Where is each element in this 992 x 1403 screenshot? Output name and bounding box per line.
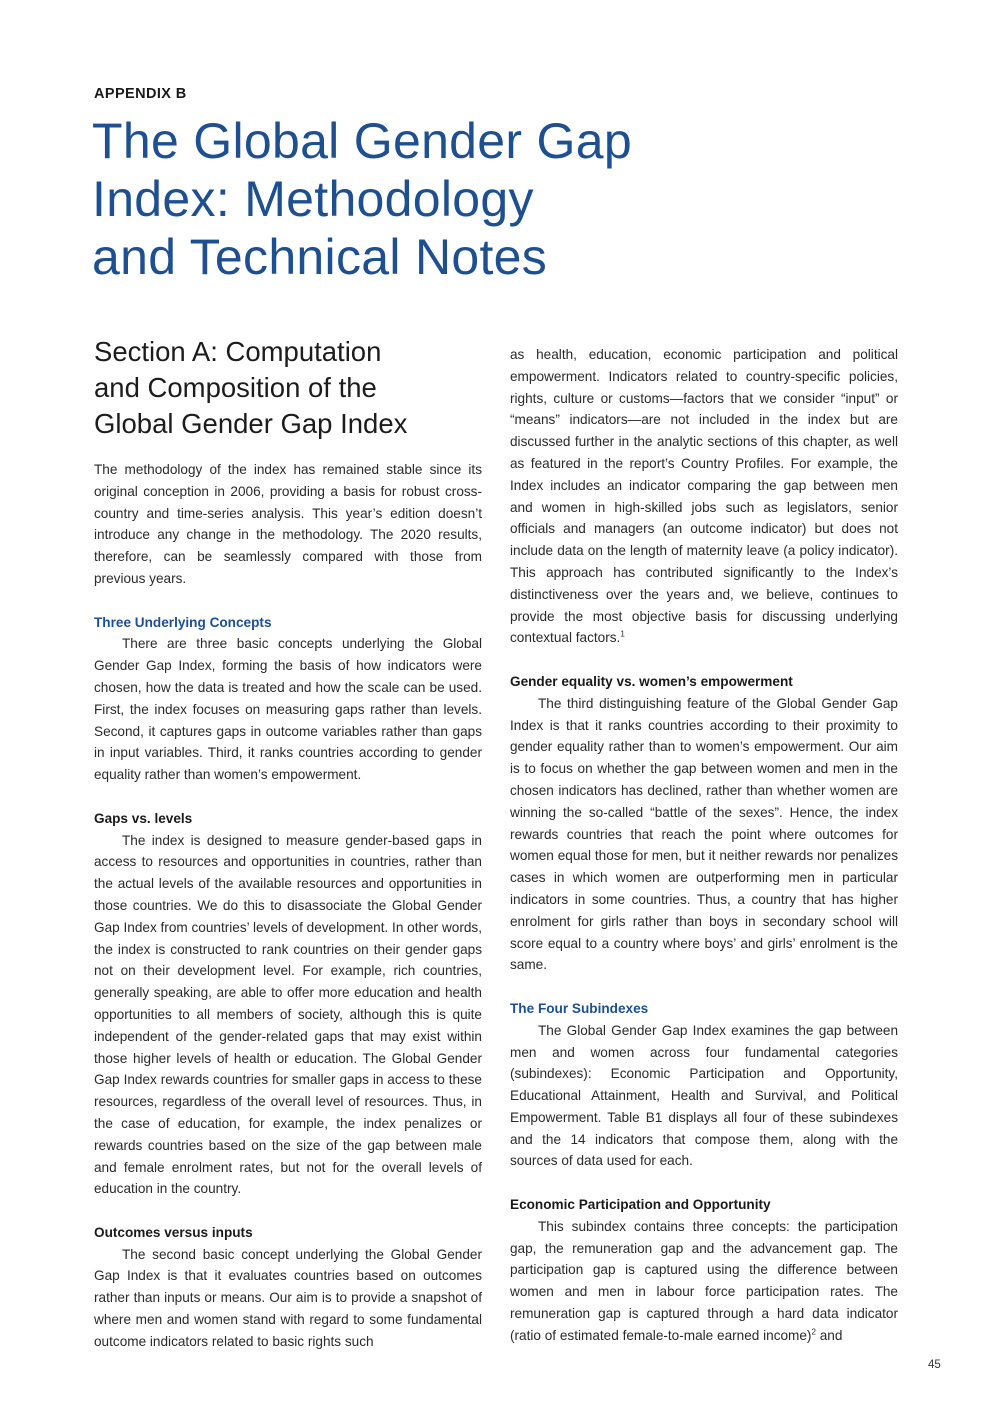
title-line-2: Index: Methodology bbox=[92, 171, 534, 227]
four-subindexes-paragraph: The Global Gender Gap Index examines the gap between men and women across four fundamental categories (subindexes): Economic Participation and Opportunity, Educational Attainment, Health and Survival, and Political Empowerment. Table B1 displays all four of these subindexes and the 14 indicators that compose them, along with the sources of data used for each. bbox=[510, 1022, 898, 1169]
section-title-line-2: and Composition of the bbox=[94, 372, 377, 403]
three-concepts-heading: Three Underlying Concepts bbox=[94, 614, 272, 630]
left-column bbox=[94, 334, 482, 1353]
section-title bbox=[94, 334, 482, 442]
equality-empowerment-heading: Gender equality vs. women’s empowerment bbox=[510, 673, 793, 689]
footnote-mark-2: 2 bbox=[811, 1327, 816, 1337]
economic-text: This subindex contains three concepts: the participation gap, the remuneration gap and the advancement gap. The participation gap is captured using the difference between women and men in labour force participation rates. The remuneration gap is captured through a hard data indicator (ratio of estimated female-to-male earned income) bbox=[510, 1218, 898, 1343]
economic-paragraph bbox=[510, 1216, 898, 1347]
outcomes-inputs-continued bbox=[510, 344, 898, 649]
three-concepts-paragraph: There are three basic concepts underlying the Global Gender Gap Index, forming the basis of how indicators were chosen, how the data is treated and how the scale can be used. First, the index focuses on measuring gaps rather than levels. Second, it captures gaps in outcome variables rather than gaps in input variables. Third, it ranks countries according to gender equality rather than women’s empowerment. bbox=[94, 636, 482, 783]
page-title bbox=[92, 112, 792, 286]
gaps-levels-paragraph: The index is designed to measure gender-based gaps in access to resources and opportunities in countries, rather than the actual levels of the available resources and opportunities in those countries. We do this to disassociate the Global Gender Gap Index from countries’ levels of development. In other words, the index is constructed to rank countries on their gender gaps not on their development level. For example, rich countries, generally speaking, are able to offer more education and health opportunities to all members of society, although this is quite independent of the gender-related gaps that may exist within those higher levels of health or education. The Global Gender Gap Index rewards countries for smaller gaps in access to these resources, regardless of the overall level of resources. Thus, in the case of education, for example, the index penalizes or rewards countries based on the size of the gap between male and female enrolment rates, but not for the overall levels of education in the country. bbox=[94, 832, 482, 1197]
economic-tail: and bbox=[815, 1327, 843, 1343]
four-subindexes-heading: The Four Subindexes bbox=[510, 1000, 649, 1016]
right-column bbox=[510, 344, 898, 1347]
outcomes-inputs-continued-text: as health, education, economic participation and political empowerment. Indicators related to country-specific policies, rights, culture or customs—factors that we consider “input” or “means” indicators—are not included in the index but are discussed further in the analytic sections of this chapter, as well as featured in the report’s Country Profiles. For example, the Index includes an indicator comparing the gap between men and women in high-skilled jobs such as legislators, senior officials and managers (an outcome indicator) but does not include data on the length of maternity leave (a policy indicator). This approach has contributed significantly to the Index’s distinctiveness over the years and, we believe, continues to provide the most objective basis for discussing underlying contextual factors. bbox=[510, 347, 898, 646]
footnote-mark-1: 1 bbox=[620, 629, 625, 639]
appendix-label: APPENDIX B bbox=[94, 86, 187, 102]
equality-empowerment-paragraph: The third distinguishing feature of the Global Gender Gap Index is that it ranks countries according to their proximity to gender equality rather than to women’s empowerment. Our aim is to focus on whether the gap between women and men in the chosen indicators has declined, rather than whether women are winning the so-called “battle of the sexes”. Hence, the index rewards countries that reach the point where outcomes for women equal those for men, but it neither rewards nor penalizes cases in which women are outperforming men in particular indicators in some countries. Thus, a country that has higher enrolment for girls rather than boys in secondary school will score equal to a country where boys’ and girls’ enrolment is the same. bbox=[510, 695, 898, 973]
title-line-1: The Global Gender Gap bbox=[92, 113, 632, 169]
outcomes-inputs-heading: Outcomes versus inputs bbox=[94, 1224, 253, 1240]
section-title-line-3: Global Gender Gap Index bbox=[94, 408, 408, 439]
intro-paragraph: The methodology of the index has remained stable since its original conception in 2006, providing a basis for robust cross-country and time-series analysis. This year’s edition doesn’t introduce any change in the methodology. The 2020 results, therefore, can be seamlessly compared with those from previous years. bbox=[94, 462, 482, 586]
economic-heading: Economic Participation and Opportunity bbox=[510, 1197, 771, 1213]
section-title-line-1: Section A: Computation bbox=[94, 336, 382, 367]
page-number: 45 bbox=[928, 1359, 941, 1371]
outcomes-inputs-paragraph: The second basic concept underlying the Global Gender Gap Index is that it evaluates countries based on outcomes rather than inputs or means. Our aim is to provide a snapshot of where men and women stand with regard to some fundamental outcome indicators related to basic rights such bbox=[94, 1246, 482, 1349]
title-line-3: and Technical Notes bbox=[92, 229, 548, 285]
gaps-levels-heading: Gaps vs. levels bbox=[94, 810, 193, 826]
